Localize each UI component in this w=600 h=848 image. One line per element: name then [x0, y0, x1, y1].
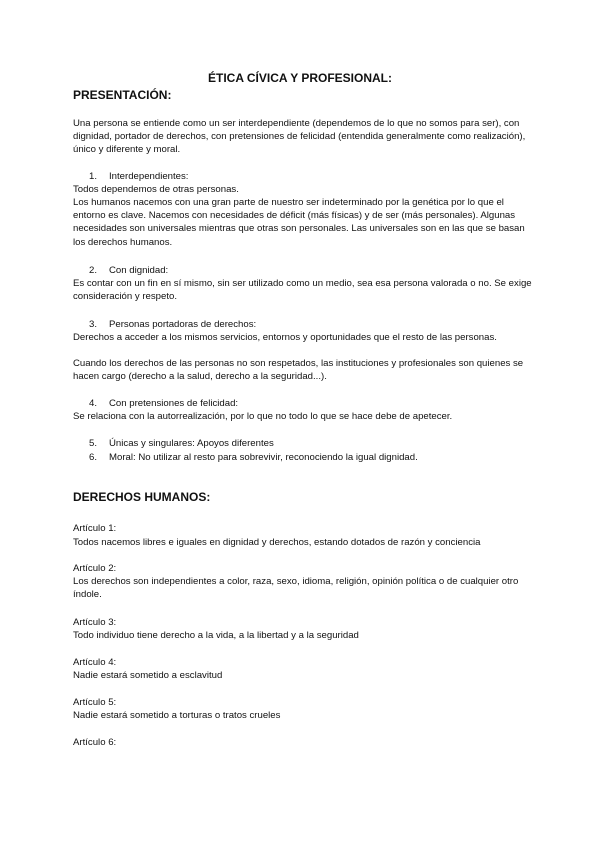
- paragraph: Derechos a acceder a los mismos servicios, entornos y oportunidades que el resto de las personas.: [73, 332, 497, 343]
- article-text: Nadie estará sometido a torturas o tratos crueles: [73, 710, 281, 721]
- article-text: Todos nacemos libres e iguales en dignidad y derechos, estando dotados de razón y conciencia: [73, 537, 481, 548]
- section-heading-derechos: DERECHOS HUMANOS:: [73, 490, 211, 504]
- list-item-3: [89, 318, 529, 331]
- list-number: 6.: [89, 452, 98, 463]
- list-item-2: [89, 264, 529, 277]
- paragraph: Todos dependemos de otras personas.: [73, 184, 239, 195]
- list-item-label: Únicas y singulares: Apoyos diferentes: [109, 438, 274, 449]
- list-item-4: [89, 397, 529, 410]
- list-number: 2.: [89, 265, 98, 276]
- list-item-label: Moral: No utilizar al resto para sobrevivir, reconociendo la igual dignidad.: [109, 452, 418, 463]
- list-item-label: Con dignidad:: [109, 265, 169, 276]
- article-label: Artículo 5:: [73, 697, 117, 708]
- list-item-label: Interdependientes:: [109, 171, 189, 182]
- article-text: Los derechos son independientes a color, raza, sexo, idioma, religión, opinión política o de cualquier otro índole.: [73, 576, 519, 601]
- intro-paragraph: Una persona se entiende como un ser interdependiente (dependemos de lo que no somos para ser), con dignidad, portador de derechos, con pretensiones de felicidad (entendida generalmente como realización), único y diferente y moral.: [73, 118, 526, 156]
- article-label: Artículo 1:: [73, 523, 117, 534]
- article-label: Artículo 4:: [73, 657, 117, 668]
- paragraph: Cuando los derechos de las personas no son respetados, las instituciones y profesionales son quienes se hacen cargo (derecho a la salud, derecho a la seguridad...).: [73, 358, 524, 383]
- list-item-5: [89, 437, 529, 450]
- article-label: Artículo 6:: [73, 737, 117, 748]
- article-label: Artículo 3:: [73, 617, 117, 628]
- article-text: Nadie estará sometido a esclavitud: [73, 670, 223, 681]
- list-number: 1.: [89, 171, 98, 182]
- paragraph: Es contar con un fin en sí mismo, sin ser utilizado como un medio, sea esa persona valorada o no. Se exige consideración y respeto.: [73, 278, 532, 303]
- list-item-6: [89, 451, 529, 464]
- list-number: 5.: [89, 438, 98, 449]
- section-heading-presentacion: PRESENTACIÓN:: [73, 88, 172, 102]
- list-item-label: Personas portadoras de derechos:: [109, 319, 257, 330]
- list-number: 3.: [89, 319, 98, 330]
- list-item-label: Con pretensiones de felicidad:: [109, 398, 239, 409]
- document-title: ÉTICA CÍVICA Y PROFESIONAL:: [207, 71, 393, 85]
- article-label: Artículo 2:: [73, 563, 117, 574]
- paragraph: Los humanos nacemos con una gran parte de nuestro ser indeterminado por la genética por lo que el entorno es clave. Nacemos con necesidades de déficit (más físicas) y de ser (más personales). Algunas necesidades son universales mientras que otras son personales. Las universales son en las que se basan los derechos humanos.: [73, 197, 525, 248]
- paragraph: Se relaciona con la autorrealización, por lo que no todo lo que se hace debe de apetecer.: [73, 411, 453, 422]
- list-item-1: [89, 170, 529, 183]
- list-number: 4.: [89, 398, 98, 409]
- article-text: Todo individuo tiene derecho a la vida, a la libertad y a la seguridad: [73, 630, 359, 641]
